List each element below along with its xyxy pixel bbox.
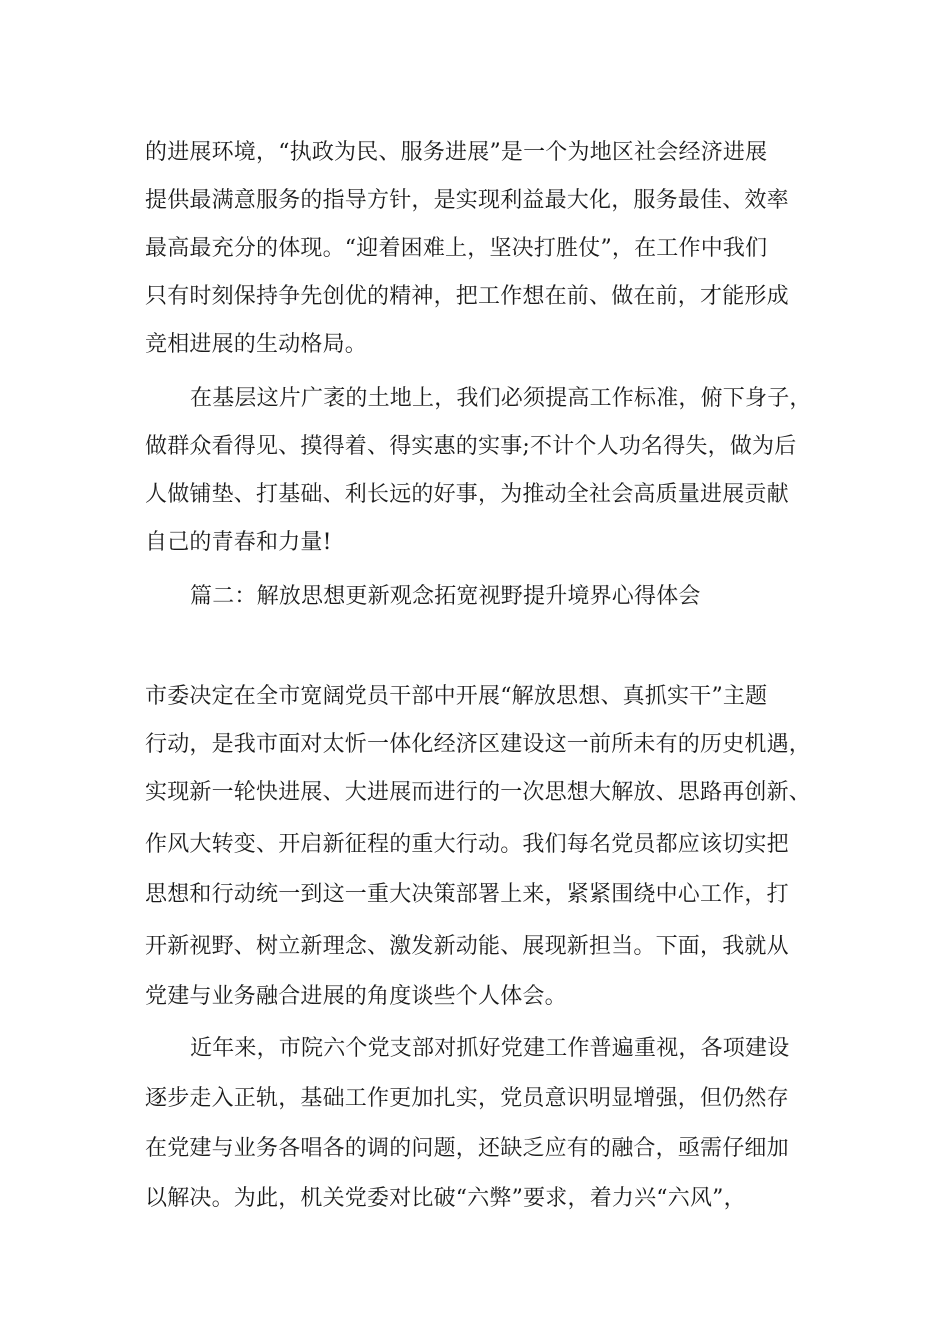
text-line: 自己的青春和力量! <box>145 530 332 555</box>
text-line: 在党建与业务各唱各的调的问题，还缺乏应有的融合，亟需仔细加 <box>145 1136 789 1161</box>
text-line: 作风大转变、开启新征程的重大行动。我们每名党员都应该切实把 <box>145 832 789 857</box>
text-line: 的进展环境，“执政为民、服务进展”是一个为地区社会经济进展 <box>145 140 768 165</box>
text-line: 近年来，市院六个党支部对抓好党建工作普遍重视，各项建设 <box>190 1036 790 1061</box>
text-line: 最高最充分的体现。“迎着困难上，坚决打胜仗”，在工作中我们 <box>145 236 768 261</box>
text-line: 做群众看得见、摸得着、得实惠的实事;不计个人功名得失，做为后 <box>145 434 797 459</box>
text-line: 只有时刻保持争先创优的精神，把工作想在前、做在前，才能形成 <box>145 284 789 309</box>
text-line: 人做铺垫、打基础、利长远的好事，为推动全社会高质量进展贡献 <box>145 482 789 507</box>
text-line: 市委决定在全市宽阔党员干部中开展“解放思想、真抓实干”主题 <box>145 684 768 709</box>
text-line: 以解决。为此，机关党委对比破“六弊”要求，着力兴“六风”， <box>145 1186 746 1211</box>
text-line: 党建与业务融合进展的角度谈些个人体会。 <box>145 984 567 1009</box>
text-line: 在基层这片广袤的土地上，我们必须提高工作标准，俯下身子， <box>190 386 812 411</box>
text-line: 逐步走入正轨，基础工作更加扎实，党员意识明显增强，但仍然存 <box>145 1086 789 1111</box>
text-line: 竞相进展的生动格局。 <box>145 332 368 357</box>
text-line: 实现新一轮快进展、大进展而进行的一次思想大解放、思路再创新、 <box>145 780 812 805</box>
text-line: 开新视野、树立新理念、激发新动能、展现新担当。下面，我就从 <box>145 934 789 959</box>
text-line: 思想和行动统一到这一重大决策部署上来，紧紧围绕中心工作，打 <box>145 882 789 907</box>
section-heading: 篇二：解放思想更新观念拓宽视野提升境界心得体会 <box>190 584 701 609</box>
text-line: 行动，是我市面对太忻一体化经济区建设这一前所未有的历史机遇， <box>145 732 812 757</box>
text-line: 提供最满意服务的指导方针，是实现利益最大化，服务最佳、效率 <box>145 188 789 213</box>
